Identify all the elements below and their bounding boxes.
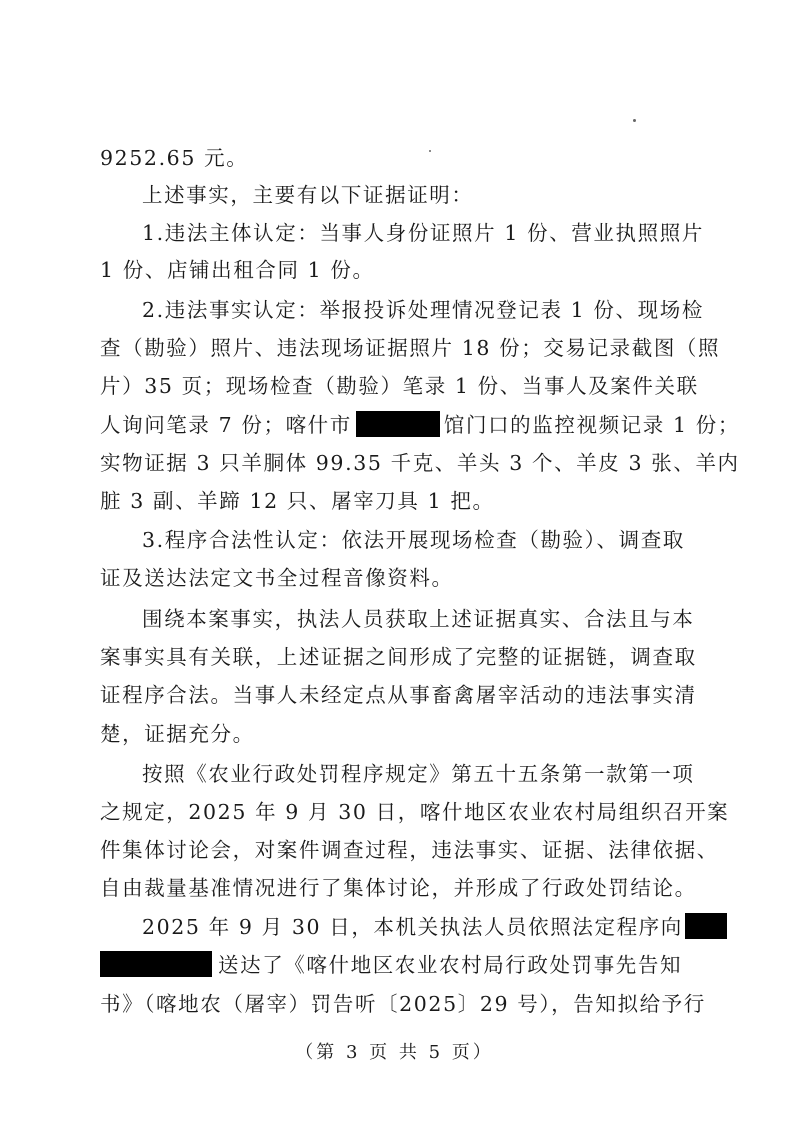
text-segment: 馆门口的监控视频记录 1 份； <box>443 413 740 437</box>
redaction-block <box>685 913 727 939</box>
redaction-block <box>100 951 212 977</box>
text-segment: 送达了《喀什地区农业农村局行政处罚事先告知 <box>218 953 683 977</box>
text-line: 之规定，2025 年 9 月 30 日，喀什地区农业农村局组织召开案 <box>100 800 730 824</box>
text-line: 片）35 页；现场检查（勘验）笔录 1 份、当事人及案件关联 <box>100 374 699 398</box>
text-line: 查（勘验）照片、违法现场证据照片 18 份；交易记录截图（照 <box>100 336 721 360</box>
text-line: 按照《农业行政处罚程序规定》第五十五条第一款第一项 <box>142 762 695 786</box>
redaction-block <box>356 411 440 437</box>
text-line: 自由裁量基准情况进行了集体讨论，并形成了行政处罚结论。 <box>100 876 697 900</box>
text-line: 案事实具有关联，上述证据之间形成了完整的证据链，调查取 <box>100 645 697 669</box>
text-line-with-redaction <box>142 909 688 945</box>
text-segment: 2025 年 9 月 30 日，本机关执法人员依照法定程序向 <box>142 915 683 939</box>
text-line: 楚，证据充分。 <box>100 722 255 746</box>
text-line: 9252.65 元。 <box>100 146 249 170</box>
text-line: 2.违法事实认定：举报投诉处理情况登记表 1 份、现场检 <box>142 298 704 322</box>
text-line: 3.程序合法性认定：依法开展现场检查（勘验）、调查取 <box>142 528 685 552</box>
text-line: 书》（喀地农（屠宰）罚告听〔2025〕29 号），告知拟给予行 <box>100 992 706 1016</box>
text-line: 证及送达法定文书全过程音像资料。 <box>100 566 454 590</box>
text-line-with-redaction <box>100 407 740 443</box>
text-line: 1.违法主体认定：当事人身份证照片 1 份、营业执照照片 <box>142 221 704 245</box>
page-number: （第 3 页 共 5 页） <box>295 1042 494 1063</box>
text-line: 围绕本案事实，执法人员获取上述证据真实、合法且与本 <box>142 607 695 631</box>
scan-speck <box>429 150 431 152</box>
text-segment: 人询问笔录 7 份；喀什市 <box>100 413 352 437</box>
text-line: 上述事实，主要有以下证据证明： <box>142 183 474 207</box>
text-line: 件集体讨论会，对案件调查过程，违法事实、证据、法律依据、 <box>100 838 719 862</box>
text-line: 证程序合法。当事人未经定点从事畜禽屠宰活动的违法事实清 <box>100 683 697 707</box>
text-line: 脏 3 副、羊蹄 12 只、屠宰刀具 1 把。 <box>100 489 495 513</box>
text-line: 1 份、店铺出租合同 1 份。 <box>100 258 375 282</box>
scan-speck <box>633 119 636 122</box>
text-line-with-redaction <box>100 947 688 983</box>
text-line: 实物证据 3 只羊胴体 99.35 千克、羊头 3 个、羊皮 3 张、羊内 <box>100 451 740 475</box>
